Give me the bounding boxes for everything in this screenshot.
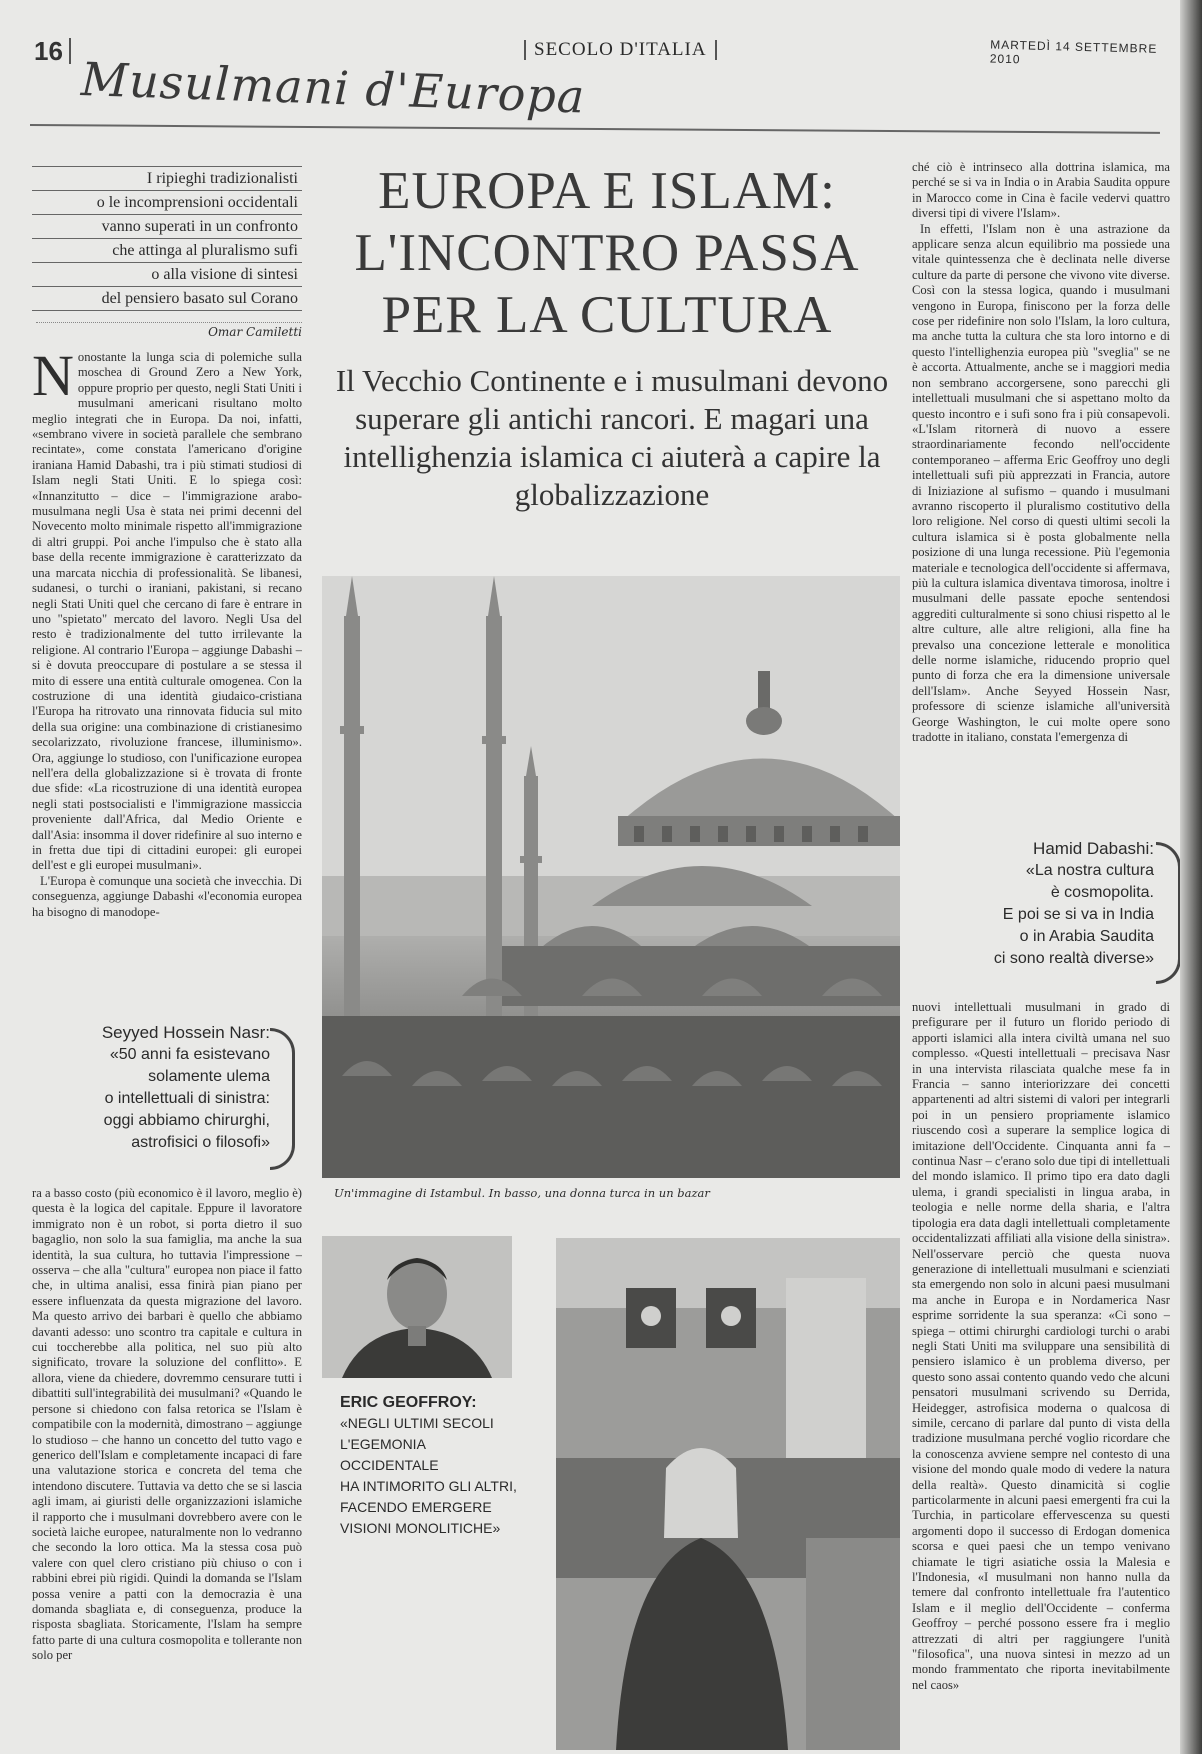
quote-line: L'EGEMONIA OCCIDENTALE — [340, 1436, 439, 1473]
subheadline: Il Vecchio Continente e i musulmani devono superare gli antichi rancori. E magari una intellighenzia islamica ci aiuterà a capire la globalizzazione — [335, 363, 889, 512]
article-column-1 — [32, 350, 302, 962]
paragraph: In effetti, l'Islam non è una astrazione da applicare senza alcun equilibrio ma possiede una vitale quintessenza che è declinata nelle diverse culture da parte di persone che vivono vite diverse. Così con la stessa logica, quando i musulmani vengono in Europa, finiscono per la forza delle cose per ridefinire non solo l'Islam, la loro cultura, ma anche tutta la cultura che sta loro intorno e di questo l'intellighenzia europea più "sveglia" se ne è accorta. Attualmente, anche se i maggiori media non sembrano accorgersene, sono parecchi gli intellettuali musulmani che si aspettano molto da questo incontro e i sufi sono fra i più consapevoli. «L'Islam ritornerà di nuovo a essere straordinariamente fecondo nell'occidente contemporaneo – afferma Eric Geoffroy uno degli intellettuali sufi più apprezzati in Francia, autore di Iniziazione al sufismo – quando i musulmani avranno riscoperto il pluralismo costitutivo della loro religione. Nel corso di questi ultimi secoli la cultura islamica si è posta globalmente nella posizione di una lunga recessione. Più l'egemonia materiale e tecnologica dell'occidente si affermava, più la cultura islamica diventava timorosa, inoltre i musulmani delle passate epoche sentendosi aggrediti culturalmente si sono chiusi rispetto al le altre culture, alle altre religioni, alla fine ha prevalso una concezione letterale e monolitica delle norme islamiche, riducendo proprio quel punto di forza che era la dimensione universale dell'Islam». Anche Seyyed Hossein Nasr, professore di scienze islamiche all'università George Washington, le cui molte opere sono tradotte in italiano, constata l'emergenza di — [912, 221, 1170, 745]
article-deck — [32, 166, 302, 311]
deck-line: che attinga al pluralismo sufi — [32, 239, 302, 263]
paragraph: ra a basso costo (più economico è il lavoro, meglio è) questa è la logica del capitale. Eppure il lavoratore immigrato non è un robot, si porta dietro il suo bagaglio, non solo la sua famiglia, ma anche la sua identità, la sua cultura, ho tuttavia l'impressione – osserva – che alla "cultura" europea non piace il fatto che, in ultima analisi, essa finirà pian piano per essere influenzata da questa migrazione del lavoro. Ma questo arrivo dei barbari è quello che abbiamo davanti adesso: uno scontro tra capitale e cultura in cui toccherebbe alla politica, nel suo più alto significato, trovare la soluzione del conflitto». E allora, viene da chiedere, dovremmo censurare tutti i dibattiti sull'integrabilità dei musulmani? «Quando le persone si chiedono con falsa retorica se l'Islam è compatibile con la modernità, dimostrano – aggiunge lo studioso – che hanno un concetto del tutto vago e generico dell'Islam e completamente incapaci di fare una valutazione storica e concreta del tema che intendono discutere. Tuttavia va detto che se si lascia agli imam, ai giuristi delle organizzazioni islamiche il rapporto che i musulmani dovrebbero avere con le società laiche europee, naturalmente non lo vedranno che secondo la loro ottica. Ma la stessa cosa può valere con quel clero cristiano più chiuso o con i rabbini ebrei più rigidi. Quindi la domanda se l'Islam possa venire a patti con la democrazia è una domanda sbagliata e, di conseguenza, produce la risposta sbagliata. Storicamente, l'Islam ha sempre fatto parte di una cultura cosmopolita e tollerante non solo per — [32, 1186, 302, 1663]
article-column-3 — [912, 160, 1170, 806]
quote-author: Hamid Dabashi: — [1033, 839, 1154, 858]
deck-line: del pensiero basato sul Corano — [32, 287, 302, 311]
quote-bracket — [270, 1028, 295, 1170]
quote-line: E poi se si va in India — [1002, 906, 1154, 923]
headline-line: EUROPA E ISLAM: — [378, 162, 836, 220]
deck-line: o alla visione di sintesi — [32, 263, 302, 287]
pull-quote-nasr — [36, 1022, 270, 1154]
article-column-3-continued — [912, 1000, 1170, 1748]
eric-geoffroy-photo — [322, 1236, 512, 1378]
portrait-illustration — [322, 1236, 512, 1378]
quote-bracket — [1156, 842, 1181, 984]
quote-author: ERIC GEOFFROY: — [340, 1394, 477, 1411]
quote-line: astrofisici o filosofi» — [131, 1134, 270, 1151]
deck-line: vanno superati in un confronto — [32, 215, 302, 239]
quote-line: «50 anni fa esistevano — [109, 1046, 270, 1063]
quote-line: solamente ulema — [148, 1068, 270, 1085]
section-title: Musulmani d'Europa — [80, 52, 587, 124]
deck-line: o le incomprensioni occidentali — [32, 191, 302, 215]
drop-cap: N — [32, 350, 74, 408]
quote-line: HA INTIMORITO GLI ALTRI, — [340, 1478, 517, 1494]
page-edge-shadow — [1180, 0, 1202, 1754]
bazaar-illustration — [556, 1238, 900, 1750]
paragraph: L'Europa è comunque una società che invecchia. Di conseguenza, aggiunge Dabashi «l'economia europea ha bisogno di manodope- — [32, 873, 302, 919]
article-column-1-continued — [32, 1186, 302, 1746]
issue-date: MARTEDÌ 14 SETTEMBRE 2010 — [989, 37, 1158, 67]
quote-author: Seyyed Hossein Nasr: — [101, 1023, 270, 1042]
header-rule — [30, 124, 1160, 134]
istanbul-mosque-photo — [322, 576, 900, 1178]
quote-line: è cosmopolita. — [1050, 884, 1154, 901]
quote-line: VISIONI MONOLITICHE» — [340, 1520, 501, 1536]
quote-line: oggi abbiamo chirurghi, — [103, 1112, 270, 1129]
headline — [322, 160, 892, 346]
paragraph: ché ciò è intrinseco alla dottrina islamica, ma perché se si va in India o in Arabia Saudita oppure in Marocco come in Cina è facile vedervi quattro diversi tipi di vivere l'Islam». — [912, 160, 1170, 221]
byline: Omar Camiletti — [36, 322, 302, 339]
page-number: 16 — [34, 38, 71, 64]
quote-line: «NEGLI ULTIMI SECOLI — [340, 1415, 494, 1431]
headline-line: L'INCONTRO PASSA — [354, 224, 860, 282]
paragraph: onostante la lunga scia di polemiche sulla moschea di Ground Zero a New York, oppure proprio per questo, negli Stati Uniti i musulmani americani risultano molto meglio integrati che in Europa. Da noi, infatti, «sembrano vivere in società parallele che sembrano recintate», come constata l'americano d'origine iraniana Hamid Dabashi, tra i più stimati studiosi di Islam negli Stati Uniti. E lo spiega così: «Innanzitutto – dice – l'immigrazione arabo-musulmana negli Usa è stata nei primi decenni del Novecento molto minimale rispetto all'immigrazione di altri gruppi. Poi anche l'impulso che è stato alla base della recente immigrazione è caratterizzato da una marcata nicchia di professionalità. Se libanesi, sudanesi, o turchi o iraniani, pakistani, si recano negli Stati Uniti quel che cercano di fare è entrare in uno "spietato" mercato del lavoro. Negli Usa del resto è tradizionalmente del tutto irrilevante la religione. Al contrario l'Europa – aggiunge Dabashi – si è dovuta preoccupare di postulare a se stessa il mito di essere una entità culturale omogenea. Con la costruzione di una identità giudaico-cristiana l'Europa ha ritrovato una rinnovata fiducia sul mito della sua origine: una combinazione di cristianesimo secolarizzato, rivoluzione francese, illuminismo». Ora, aggiunge lo studioso, con l'unificazione europea nell'era della globalizzazione si è trovata di fronte due sfide: «La ricostruzione di una identità europea negli stati postsocialisti e l'immigrazione massiccia proveniente dall'Africa, dal Medio Oriente e dall'Asia: insomma il dover ridefinire al suo interno e in fretta due tipi di cittadini europei: gli europei dell'est e gli europei musulmani». — [32, 350, 302, 873]
mosque-illustration — [322, 576, 900, 1178]
quote-line: «La nostra cultura — [1025, 862, 1154, 879]
quote-line: o intellettuali di sinistra: — [104, 1090, 270, 1107]
pull-quote-geoffroy — [340, 1392, 520, 1539]
headline-line: PER LA CULTURA — [381, 286, 833, 344]
paragraph: nuovi intellettuali musulmani in grado di prefigurare per il futuro un florido periodo di apporti islamici alla intera civiltà umana nel suo complesso. «Questi intellettuali – precisava Nasr in una intervista rilasciata qualche mese fa in Francia – sanno interiorizzare dei concetti appartenenti ad altri sistemi di valori per integrarli poi in un pensiero propriamente islamico riuscendo così a superare la semplice logica di imitazione dell'Occidente. Cinquanta anni fa – continua Nasr – c'erano solo due tipi di intellettuali del mondo islamico. Il primo tipo era dato dagli ulema, i grandi specialisti in lingua araba, in teologia e nelle norme della sharia, e l'altra tipologia era data dagli intellettuali completamente occidentalizzati affiliati alla visione della sinistra». Nell'osservare perciò che questa nuova generazione di intellettuali musulmani e scienziati sta emergendo non solo in alcuni paesi musulmani ma anche in Europa e in Nordamerica Nasr esprime sorridente la sua speranza: «Ci sono – spiega – ottimi chirurghi cardiologi turchi o arabi negli Stati Uniti ma sviluppare una sensibilità di pensiero islamico è un problema diverso, per questo sono assai contento quando vedo che alcuni pensatori musulmani scrivendo su Derrida, Heidegger, astrofisica moderna o qualcosa di simile, cercano di parlare dal punto di vista della tradizione musulmana perché voglio ricordare che la conoscenza avviene sempre nel contesto di una visione del mondo quale modo di vedere la natura della realtà». Questo dinamicità si coglie particolarmente in alcuni paesi emergenti fra cui la Turchia, in particolare effervescenza su questi argomenti dopo il successo di Erdogan domenica scorsa e quei paesi che un tempo venivano chiamate le tigri asiatiche ossia la Malesia e l'Indonesia, «I musulmani non hanno nulla da temere dal confronto intellettuale fra l'autentico Islam e il meglio dell'Occidente – conferma Geoffroy – perché possono essere fra i meglio attrezzati di altri per raggiungere l'unità "filosofica", una nuova sintesi in mezzo ad un mondo frammentato che riporta inevitabilmente nel caos» — [912, 1000, 1170, 1692]
newspaper-name: SECOLO D'ITALIA — [524, 40, 717, 60]
quote-line: FACENDO EMERGERE — [340, 1499, 492, 1515]
pull-quote-dabashi — [930, 838, 1154, 970]
bazaar-photo — [556, 1238, 900, 1750]
quote-line: ci sono realtà diverse» — [993, 950, 1154, 967]
quote-line: o in Arabia Saudita — [1019, 928, 1154, 945]
deck-line: I ripieghi tradizionalisti — [32, 166, 302, 191]
photo-caption: Un'immagine di Istambul. In basso, una donna turca in un bazar — [334, 1186, 710, 1200]
